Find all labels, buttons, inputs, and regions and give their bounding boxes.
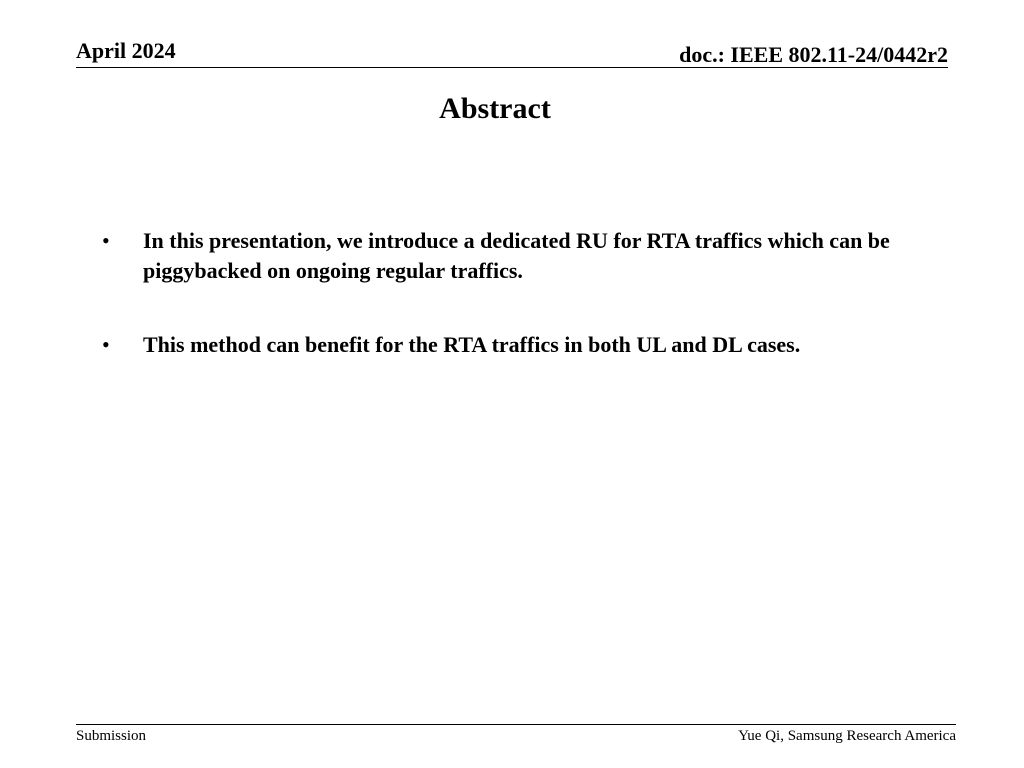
bullet-item <box>102 330 922 360</box>
slide-title: Abstract <box>439 92 551 125</box>
bullet-marker: • <box>102 332 110 357</box>
bullet-text: This method can benefit for the RTA traffics in both UL and DL cases. <box>143 332 801 357</box>
footer-submission: Submission <box>76 728 147 744</box>
bullet-text: In this presentation, we introduce a dedicated RU for RTA traffics which can be piggybacked on ongoing regular traffics. <box>143 228 890 283</box>
footer-divider <box>76 724 956 725</box>
bullet-item <box>102 226 922 286</box>
header-date: April 2024 <box>76 38 176 63</box>
header-doc-id: doc.: IEEE 802.11-24/0442r2 <box>679 42 948 67</box>
bullet-marker: • <box>102 228 110 253</box>
header-divider <box>76 67 948 68</box>
bullet-list <box>102 226 922 404</box>
footer-author: Yue Qi, Samsung Research America <box>738 728 956 744</box>
